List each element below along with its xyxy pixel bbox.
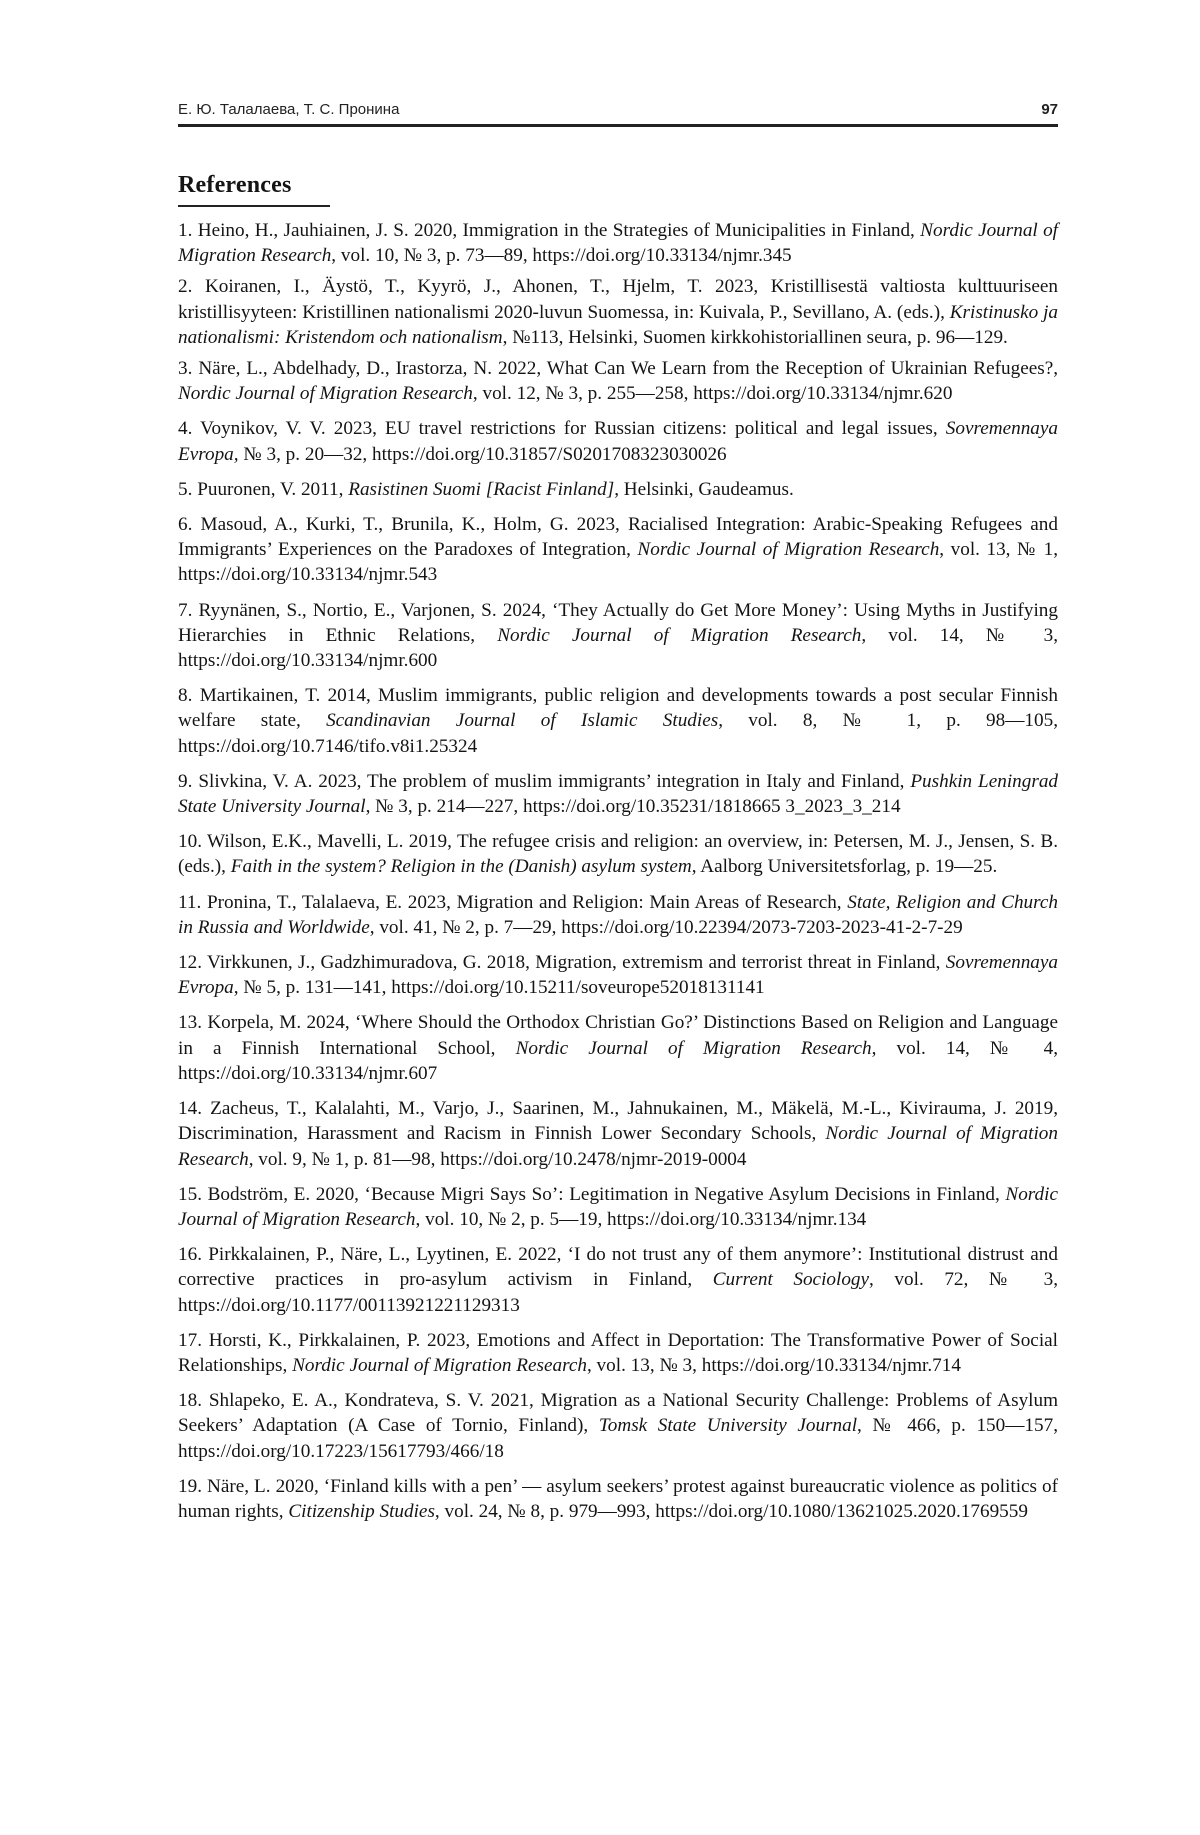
reference-source-title: Current Sociology: [712, 1269, 870, 1291]
reference-text: Pronina, T., Talalaeva, E. 2023, Migration and Religion: Main Areas of Research,: [206, 891, 848, 913]
reference-text: Puuronen, V. 2011,: [197, 478, 349, 500]
reference-item: [178, 218, 1058, 268]
reference-number: 15.: [178, 1183, 202, 1205]
reference-details: , vol. 14, № 4, https://doi.org/10.33134/njmr.607: [178, 1037, 1058, 1084]
reference-number: 2.: [178, 276, 193, 298]
reference-source-title: Nordic Journal of Migration Research: [178, 1123, 1058, 1170]
reference-text: Martikainen, T. 2014, Muslim immigrants, public religion and developments towards a post secular Finnish welfare state,: [178, 685, 1058, 732]
reference-details: , №113, Helsinki, Suomen kirkkohistoriallinen seura, p. 96—129.: [502, 326, 1008, 348]
reference-source-title: Nordic Journal of Migration Research: [178, 383, 473, 405]
reference-text: Masoud, A., Kurki, T., Brunila, K., Holm, G. 2023, Racialised Integration: Arabic-Speaking Refugees and Immigrants’ Experiences on the Paradoxes of Integration,: [178, 514, 1058, 561]
reference-details: , vol. 10, № 3, p. 73—89, https://doi.org/10.33134/njmr.345: [331, 245, 792, 267]
reference-item: [178, 1474, 1058, 1524]
reference-source-title: Nordic Journal of Migration Research: [497, 624, 862, 646]
reference-source-title: Nordic Journal of Migration Research: [178, 220, 1059, 267]
reference-details: , vol. 14, № 3, https://doi.org/10.33134/njmr.600: [178, 624, 1058, 672]
reference-details: , vol. 8, № 1, p. 98—105, https://doi.org/10.7146/tifo.v8i1.25324: [178, 710, 1058, 757]
reference-number: 14.: [178, 1098, 202, 1120]
reference-details: , Helsinki, Gaudeamus.: [614, 478, 794, 500]
reference-number: 17.: [178, 1329, 202, 1351]
reference-details: , vol. 24, № 8, p. 979—993, https://doi.org/10.1080/13621025.2020.1769559: [434, 1500, 1028, 1522]
reference-number: 1.: [178, 220, 193, 241]
reference-number: 13.: [178, 1012, 202, 1034]
reference-text: Virkkunen, J., Gadzhimuradova, G. 2018, Migration, extremism and terrorist threat in Finland,: [207, 952, 946, 974]
reference-source-title: Sovremennaya Evropa: [178, 952, 1058, 999]
reference-source-title: Kristinusko ja nationalismi: Kristendom och nationalism: [178, 301, 1058, 348]
page-number: 97: [1041, 101, 1058, 118]
reference-text: Pirkkalainen, P., Näre, L., Lyytinen, E. 2022, ‘I do not trust any of them anymore’: Institutional distrust and corrective practices in pro-asylum activism in Finland,: [178, 1244, 1058, 1291]
reference-item: [178, 1388, 1058, 1464]
reference-item: [178, 512, 1058, 588]
reference-details: , vol. 41, № 2, p. 7—29, https://doi.org/10.22394/2073-7203-2023-41-2-7-29: [369, 916, 963, 938]
header-rule: [178, 124, 1058, 127]
reference-number: 10.: [178, 831, 202, 853]
reference-item: [178, 274, 1058, 350]
reference-text: Ryynänen, S., Nortio, E., Varjonen, S. 2024, ‘They Actually do Get More Money’: Using Myths in Justifying Hierarchies in Ethnic Relations,: [178, 599, 1058, 646]
reference-text: Korpela, M. 2024, ‘Where Should the Orthodox Christian Go?’ Distinctions Based on Religion and Language in a Finnish International School,: [178, 1012, 1059, 1059]
reference-item: [178, 416, 1058, 466]
reference-source-title: Tomsk State University Journal: [598, 1415, 858, 1437]
reference-text: Näre, L. 2020, ‘Finland kills with a pen’ — asylum seekers’ protest against bureaucratic violence as politics of human rights,: [178, 1475, 1058, 1522]
reference-item: [178, 356, 1058, 406]
reference-details: , vol. 10, № 2, p. 5—19, https://doi.org/10.33134/njmr.134: [415, 1208, 867, 1230]
reference-number: 7.: [178, 599, 193, 621]
reference-text: Shlapeko, E. A., Kondrateva, S. V. 2021, Migration as a National Security Challenge: Problems of Asylum Seekers’ Adaptation (A Case of Tornio, Finland),: [178, 1390, 1059, 1437]
reference-source-title: Sovremennaya Evropa,: [178, 418, 1058, 465]
reference-details: , Aalborg Universitetsforlag, p. 19—25.: [691, 856, 998, 878]
reference-item: [178, 1096, 1058, 1172]
reference-number: 5.: [178, 478, 193, 500]
reference-source-title: Rasistinen Suomi [Racist Finland]: [348, 478, 615, 500]
reference-number: 6.: [178, 514, 193, 536]
reference-number: 4.: [178, 418, 193, 440]
reference-details: , vol. 13, № 3, https://doi.org/10.33134/njmr.714: [586, 1354, 961, 1376]
reference-source-title: State, Religion and Church in Russia and Worldwide: [178, 891, 1058, 938]
reference-item: [178, 950, 1058, 1000]
reference-item: [178, 829, 1058, 879]
reference-item: [178, 890, 1058, 940]
running-head-authors: Е. Ю. Талалаева, Т. С. Пронина: [178, 101, 400, 118]
reference-item: [178, 1010, 1058, 1086]
reference-details: , vol. 13, № 1, https://doi.org/10.33134/njmr.543: [178, 539, 1058, 586]
reference-item: [178, 683, 1058, 759]
reference-number: 12.: [178, 952, 202, 974]
reference-source-title: Nordic Journal of Migration Research: [637, 539, 940, 561]
section-title: References: [178, 172, 330, 207]
reference-text: Wilson, E.K., Mavelli, L. 2019, The refugee crisis and religion: an overview, in: Petersen, M. J., Jensen, S. B. (eds.),: [178, 831, 1058, 878]
reference-list: [178, 218, 1058, 1534]
reference-source-title: Citizenship Studies: [288, 1500, 435, 1522]
reference-number: 16.: [178, 1244, 202, 1266]
reference-details: , № 5, p. 131—141, https://doi.org/10.15211/soveurope52018131141: [233, 977, 765, 999]
reference-text: Horsti, K., Pirkkalainen, P. 2023, Emotions and Affect in Deportation: The Transformative Power of Social Relationships,: [178, 1329, 1059, 1376]
reference-item: [178, 1242, 1058, 1318]
reference-number: 19.: [178, 1475, 202, 1497]
reference-source-title: Scandinavian Journal of Islamic Studies: [326, 710, 719, 732]
reference-text: Heino, H., Jauhiainen, J. S. 2020, Immigration in the Strategies of Municipalities in Finland,: [197, 220, 921, 241]
reference-details: , № 466, p. 150—157, https://doi.org/10.17223/15617793/466/18: [178, 1415, 1058, 1462]
reference-source-title: Pushkin Leningrad State University Journal: [178, 770, 1059, 818]
reference-text: Slivkina, V. A. 2023, The problem of muslim immigrants’ integration in Italy and Finland,: [198, 770, 911, 792]
reference-source-title: Nordic Journal of Migration Research: [515, 1037, 872, 1059]
reference-item: [178, 1182, 1058, 1232]
reference-details: , № 3, p. 214—227, https://doi.org/10.35231/1818665 3_2023_3_214: [365, 796, 901, 818]
reference-text: Koiranen, I., Äystö, T., Kyyrö, J., Ahonen, T., Hjelm, T. 2023, Kristillisestä valtiosta kulttuuriseen kristillisyyteen: Kristillinen nationalismi 2020-luvun Suomessa, in: Kuivala, P., Sevillano, A. (eds.),: [178, 276, 1059, 323]
reference-source-title: Nordic Journal of Migration Research: [178, 1183, 1058, 1230]
reference-item: [178, 477, 1058, 502]
reference-details: , vol. 9, № 1, p. 81—98, https://doi.org/10.2478/njmr-2019-0004: [248, 1148, 747, 1170]
reference-number: 18.: [178, 1390, 202, 1412]
reference-text: Näre, L., Abdelhady, D., Irastorza, N. 2022, What Can We Learn from the Reception of Ukrainian Refugees?,: [198, 358, 1059, 380]
reference-details: № 3, p. 20—32, https://doi.org/10.31857/S0201708323030026: [238, 443, 727, 465]
reference-number: 11.: [178, 891, 202, 913]
reference-text: Bodström, E. 2020, ‘Because Migri Says So’: Legitimation in Negative Asylum Decisions in Finland,: [207, 1183, 1006, 1205]
reference-number: 3.: [178, 358, 193, 380]
reference-details: , vol. 12, № 3, p. 255—258, https://doi.org/10.33134/njmr.620: [472, 383, 953, 405]
reference-source-title: Faith in the system? Religion in the (Danish) asylum system: [230, 856, 692, 878]
reference-text: Zacheus, T., Kalalahti, M., Varjo, J., Saarinen, M., Jahnukainen, M., Mäkelä, M.-L., Kivirauma, J. 2019, Discrimination, Harassment and Racism in Finnish Lower Secondary Schools,: [178, 1098, 1058, 1145]
reference-item: [178, 1328, 1058, 1378]
reference-details: , vol. 72, № 3, https://doi.org/10.1177/00113921221129313: [178, 1269, 1058, 1316]
reference-number: 8.: [178, 685, 193, 707]
reference-text: Voynikov, V. V. 2023, EU travel restrictions for Russian citizens: political and legal issues,: [200, 418, 946, 440]
running-head: [178, 101, 1058, 123]
reference-number: 9.: [178, 770, 193, 792]
reference-item: [178, 769, 1058, 819]
reference-item: [178, 598, 1058, 674]
reference-source-title: Nordic Journal of Migration Research: [292, 1354, 587, 1376]
